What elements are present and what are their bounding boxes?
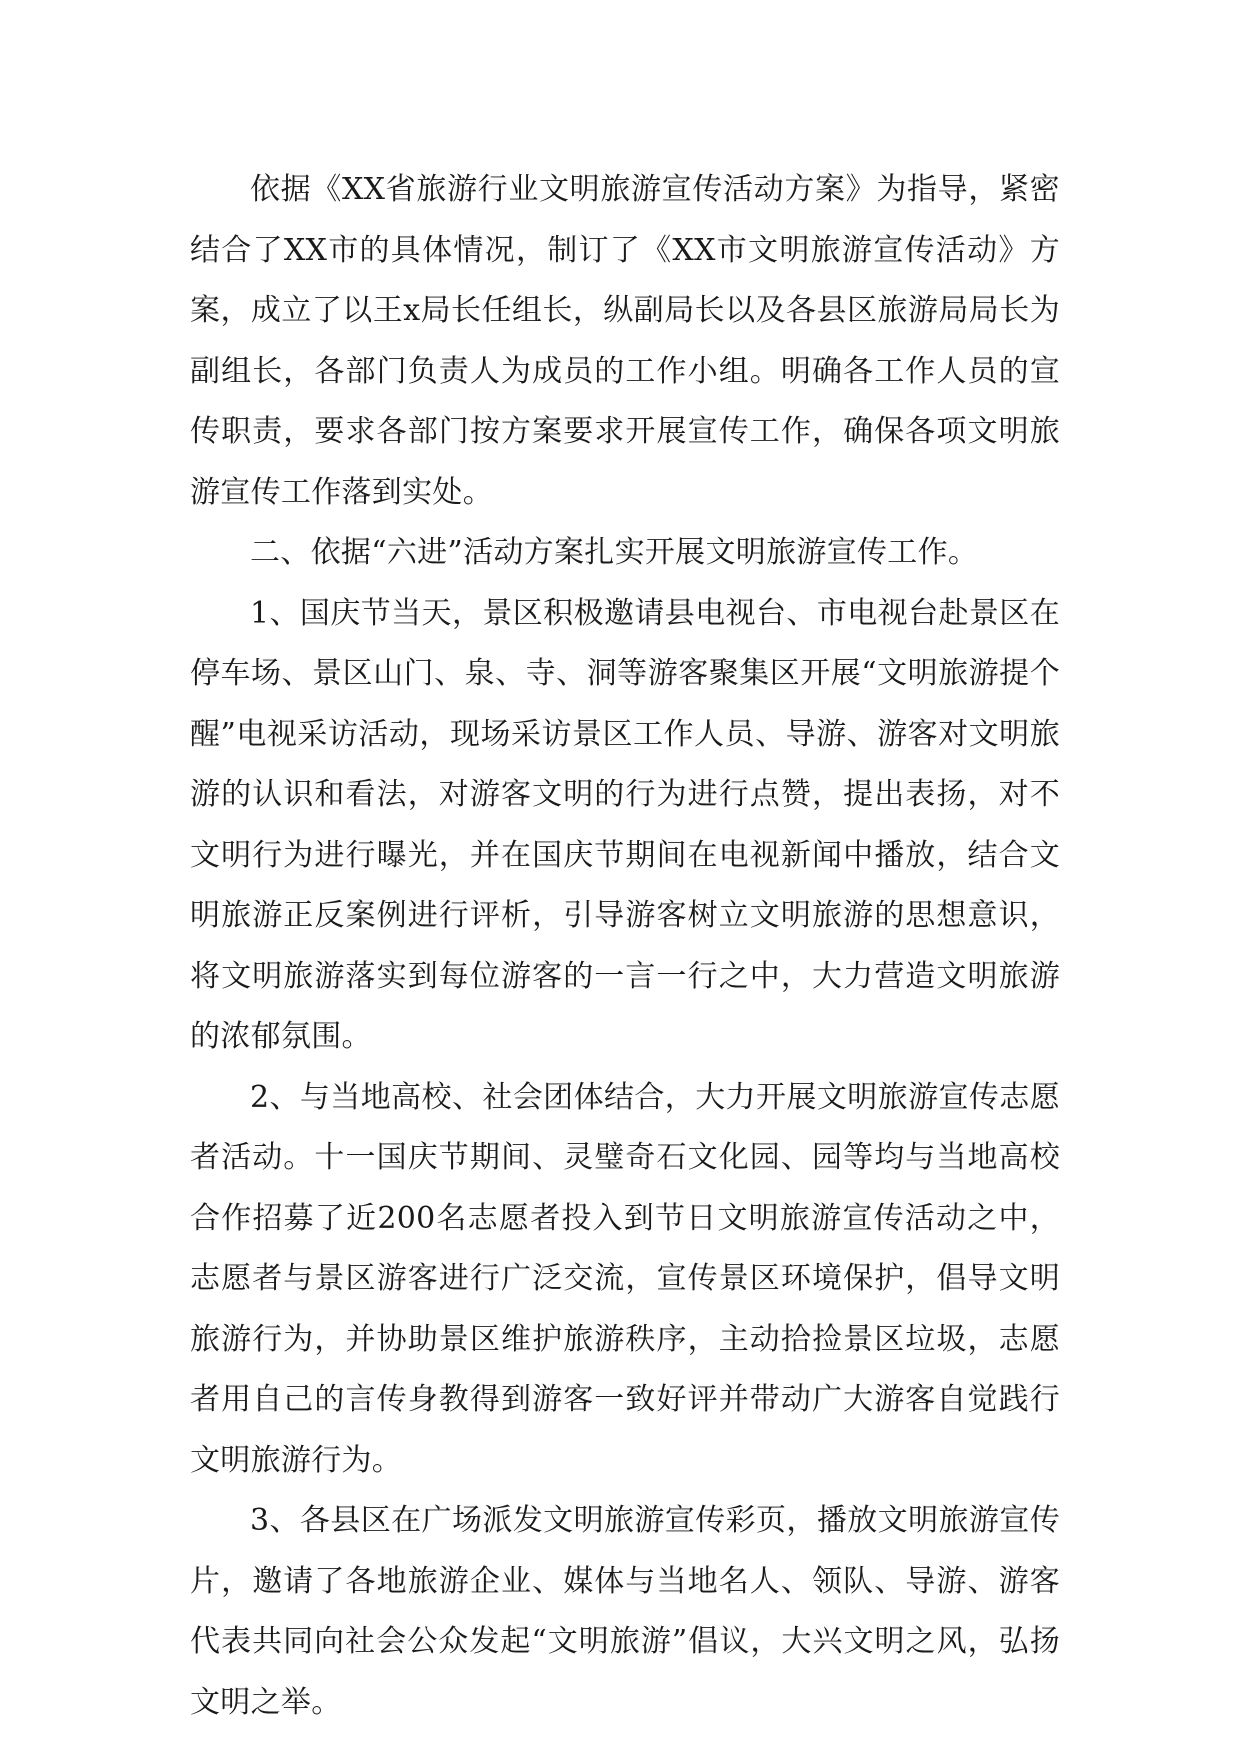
- paragraph-3: 1、国庆节当天，景区积极邀请县电视台、市电视台赴景区在停车场、景区山门、泉、寺、洞等游客聚集区开展“文明旅游提个醒”电视采访活动，现场采访景区工作人员、导游、游客对文明旅游的认识和看法，对游客文明的行为进行点赞，提出表扬，对不文明行为进行曝光，并在国庆节期间在电视新闻中播放，结合文明旅游正反案例进行评析，引导游客树立文明旅游的思想意识，将文明旅游落实到每位游客的一言一行之中，大力营造文明旅游的浓郁氛围。: [190, 595, 1060, 1054]
- paragraph-1: 依据《XX省旅游行业文明旅游宣传活动方案》为指导，紧密结合了XX市的具体情况，制订了《XX市文明旅游宣传活动》方案，成立了以王x局长任组长，纵副局长以及各县区旅游局局长为副组长，各部门负责人为成员的工作小组。明确各工作人员的宣传职责，要求各部门按方案要求开展宣传工作，确保各项文明旅游宣传工作落到实处。: [190, 172, 1060, 510]
- paragraph-4: 2、与当地高校、社会团体结合，大力开展文明旅游宣传志愿者活动。十一国庆节期间、灵璧奇石文化园、园等均与当地高校合作招募了近200名志愿者投入到节日文明旅游宣传活动之中，志愿者与景区游客进行广泛交流，宣传景区环境保护，倡导文明旅游行为，并协助景区维护旅游秩序，主动拾捡景区垃圾，志愿者用自己的言传身教得到游客一致好评并带动广大游客自觉践行文明旅游行为。: [190, 1079, 1060, 1478]
- document-body: [190, 160, 1060, 1733]
- paragraph-2-heading: 二、依据“六进”活动方案扎实开展文明旅游宣传工作。: [250, 535, 979, 570]
- paragraph-5: 3、各县区在广场派发文明旅游宣传彩页，播放文明旅游宣传片，邀请了各地旅游企业、媒体与当地名人、领队、导游、游客代表共同向社会公众发起“文明旅游”倡议，大兴文明之风，弘扬文明之举。: [190, 1503, 1060, 1720]
